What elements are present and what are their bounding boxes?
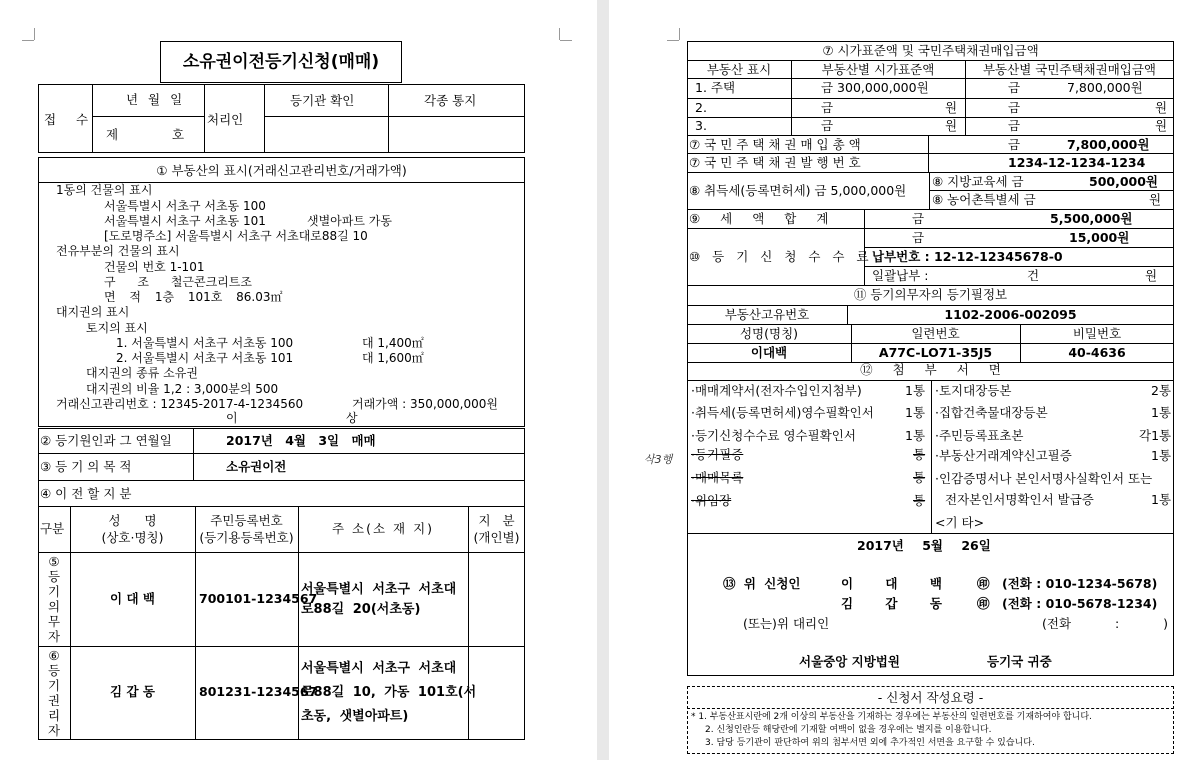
right-page: 삭3행 ⑦ 시가표준액 및 국민주택채권매입금액 부동산 표시 부동산별 시가표준액 부동산별 국민주택채권매입금액 1. 주택 금 300,000,000원 금 7,800,000원 2. 금 원 금 원 3. 금 원 금 원 ⑦ 국 민 주 택 채 권 매 입 총 액 금 7,800,000원 ⑦ 국 민 주 택 채 권 발 행 번 호 1234-12-1234-1234 ⑧ 취득세(등록면허세) 금 5,000,000원 ⑧ 지방교육세 금 500,000원 ⑧ 농어촌특별세 금 원 ⑨ 세 액 합 계 금 5,500,000원 ⑩ 등 기 신 청 수 수 료 금 15,000원 납부번호 : 12-12-12345678-0 일괄납부 : 건 원 ⑪ 등기의무자의 등기필정보 부동산고유번호 1102-2006-002095 성명(명칭) 일련번호 비밀번호 이대백 A77C-LO71-35J5 40-4636 ⑫ 첨 부 서 면 ·매매계약서(전자수입인지첨부) 1통 ·취득세(등록면허세)영수필확인서 1통 ·등기신청수수료 영수필확인서 1통 ·등기필증 통 ·매매목록 통 ·위임장 통 ·토지대장등본 2통 ·집합건축물대장등본 1통 ·주민등록표초본 각1통 ·부동산거래계약신고필증 1통 ·인감증명서나 본인서명사실확인서 또는 전자본인서명확인서 발급증 1통 <기 타> 2017년 5월 26일 ⑬ 위 신청인 이 대 백 ㊞ (전화 : 010-1234-5678) 김 갑 동 ㊞ (전화 : 010-5678-1234) (또는)위 대리인 (전화 : ) 서울중앙 지방법원 등기국 귀중 - 신청서 작성요령 - * 1. 부동산표시란에 2개 이상의 부동산을 기재하는 경우에는 부동산의 일련번호를 기재하여야 합니다. 2. 신청인란등 해당란에 기재할 여백이 없을 경우에는 별지를 이용합니다. 3. 담당 등기관이 판단하여 위의 첨부서면 외에 추가적인 서면을 요구할 수 있습니다. [609,0,1200,760]
col-id: 주민등록번호 [210,513,283,528]
purpose-label: ③ 등 기 의 목 적 [40,459,132,474]
purpose-value: 소유권이전 [226,459,287,474]
holder-addr-1: 서울특별시 서초구 서초대 [301,661,457,676]
password: 40-4636 [1068,345,1126,360]
property-header: ① 부동산의 표시(거래신고관리번호/거래가액) [156,163,407,178]
application-date: 2017년 5월 26일 [857,538,991,553]
s11-header: ⑪ 등기의무자의 등기필정보 [853,287,1008,302]
obligor-id: 700101-1234567 [199,591,318,606]
apt-name: 샛별아파트 가동 [307,214,392,228]
property-unique-no: 1102-2006-002095 [944,307,1077,322]
memo-mark: 삭3행 [644,453,673,466]
applicant-tel-1: (전화 : 010-1234-5678) [1002,576,1158,591]
s7-header: ⑦ 시가표준액 및 국민주택채권매입금액 [822,43,1039,58]
left-page: 소유권이전등기신청(매매) 접 수 년 월 일 제 호 처리인 등기관 확인 각종 통지 ① 부동산의 표시(거래신고관리번호/거래가액) 1동의 건물의 표시 서울특별시 서초구 서초동 100 서울특별시 서초구 서초동 101 샛별아파트 가동 [도로명주소] 서울특별시 서초구 서초대로88길 10 전유부분의 건물의 표시 건물의 번호 1-101 구 조 철근콘크리트조 면 적 1층 101호 86.03㎡ 대지권의 표시 토지의 표시 1. 서울특별시 서초구 서초동 100 대 1,400㎡ 2. 서울특별시 서초구 서초동 101 대 1,600㎡ 대지권의 종류 소유권 대지권의 비율 1,2 : 3,000분의 500 거래신고관리번호 : 12345-2017-4-1234560 거래가액 : 350,000,000원 이 상 ② 등기원인과 그 연월일 2017년 4월 3일 매매 ③ 등 기 의 목 적 소유권이전 ④ 이 전 할 지 분 구분 성 명 (상호·명칭) 주민등록번호 (등기용등록번호) 주 소(소 재 지) 지 분 (개인별) ⑤ 등 기 의 무 자 이 대 백 700101-1234567 서울특별시 서초구 서초대 로88길 20(서초동) ⑥ 등 기 권 리 자 김 갑 동 801231-1234567 서울특별시 서초구 서초대 로88길 10, 가동 101호(서 초동, 샛별아파트) [0,0,597,760]
land-area-1: 대 1,400㎡ [362,336,424,350]
holder-label: ⑥ 등 기 권 리 자 [47,648,61,738]
holder-name: 김 갑 동 [110,684,155,699]
obligor-name-s11: 이대백 [750,345,788,360]
col-name: 성 명 [108,513,157,528]
obligor-addr-1: 서울특별시 서초구 서초대 [301,582,457,597]
payment-number: 납부번호 : 12-12-12345678-0 [872,249,1063,264]
land-area-2: 대 1,600㎡ [362,351,424,365]
obligor-addr-2: 로88길 20(서초동) [301,602,421,617]
bond-no: 1234-12-1234-1234 [1008,155,1146,170]
tax-total: 5,500,000원 [1050,211,1133,226]
cause-value: 2017년 4월 3일 매매 [226,433,376,448]
tax-total-label: ⑨ 세 액 합 계 [689,211,837,226]
obligor-label: ⑤ 등 기 의 무 자 [47,554,61,644]
agent-label: (또는)위 대리인 [743,616,830,631]
serial-number: A77C-LO71-35J5 [878,345,993,360]
agent-tel: (전화 : ) [1042,616,1169,631]
cause-label: ② 등기원인과 그 연월일 [40,433,172,448]
court-name: 서울중앙 지방법원 [799,654,900,669]
notice-label: 각종 통지 [424,93,477,108]
reception-date: 년 월 일 [126,92,183,107]
acquisition-tax: ⑧ 취득세(등록면허세) 금 5,000,000원 [689,183,907,198]
court-suffix: 등기국 귀중 [987,654,1052,669]
bond-no-label: ⑦ 국 민 주 택 채 권 발 행 번 호 [689,155,861,170]
fee-label: ⑩ 등 기 신 청 수 수 료 [689,249,873,264]
doc-title: 소유권이전등기신청(매매) [182,52,380,72]
edu-tax-label: ⑧ 지방교육세 금 [932,174,1024,189]
s12-header: ⑫ 첨 부 서 면 [860,362,1001,377]
applicant-tel-2: (전화 : 010-5678-1234) [1002,596,1158,611]
reception-number: 제 호 [106,127,185,142]
applicant-name-1: 이 대 백 [841,576,942,591]
applicant-name-2: 김 갑 동 [841,596,942,611]
share-label: ④ 이 전 할 지 분 [40,486,132,501]
bond-total-label: ⑦ 국 민 주 택 채 권 매 입 총 액 [689,137,861,152]
bond-total: 7,800,000원 [1067,137,1150,152]
col-share: 지 분 [478,513,515,528]
registrar-check-label: 등기관 확인 [290,93,355,108]
applicant-label: ⑬ 위 신청인 [723,576,801,591]
holder-id: 801231-1234567 [199,684,318,699]
edu-tax: 500,000원 [1089,174,1159,189]
col-division: 구분 [40,521,65,536]
fee-amount: 15,000원 [1069,230,1130,245]
guide-title: - 신청서 작성요령 - [877,690,984,705]
holder-addr-3: 초동, 샛별아파트) [301,709,409,724]
trade-price: 거래가액 : 350,000,000원 [352,397,498,411]
col-address: 주 소(소 재 지) [331,521,435,536]
holder-addr-2: 로88길 10, 가동 101호(서 [301,685,477,700]
processor-label: 처리인 [207,112,244,127]
obligor-name: 이 대 백 [110,591,155,606]
reception-label: 접 수 [44,112,97,127]
rural-tax-label: ⑧ 농어촌특별세 금 [932,192,1036,207]
